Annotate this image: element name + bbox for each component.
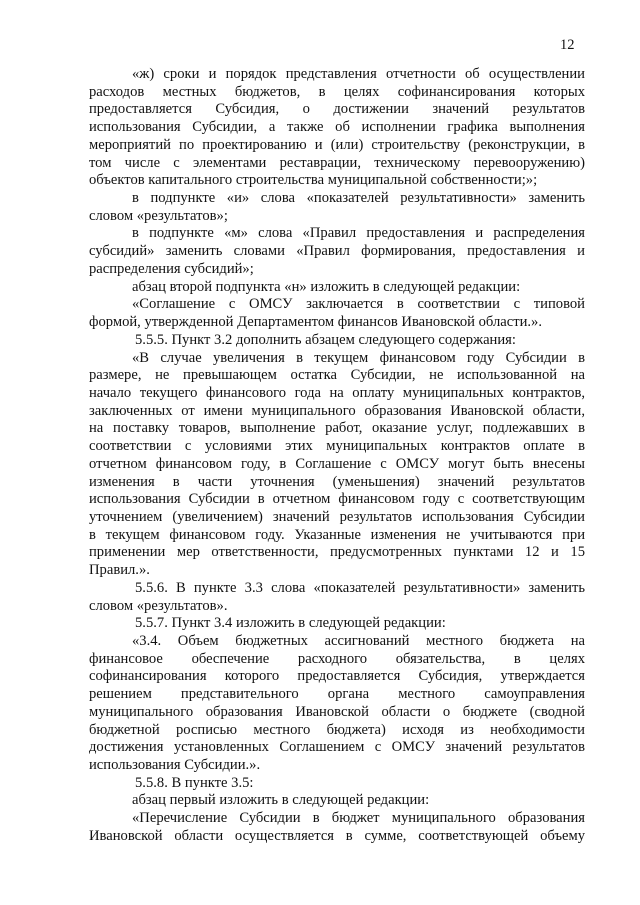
- text-line: отчетном финансовом году, в Соглашение с ОМСУ могут быть внесены: [89, 455, 585, 472]
- text-line: абзац второй подпункта «н» изложить в следующей редакции:: [132, 278, 521, 295]
- text-line: муниципального образования Ивановской области о бюджете (сводной: [89, 703, 585, 720]
- page-number: 12: [560, 37, 575, 53]
- text-line: использования Субсидии.».: [89, 757, 261, 774]
- text-line: софинансирования которого предоставляется Субсидия, утверждается: [89, 668, 585, 685]
- text-line: «Соглашение с ОМСУ заключается в соответствии с типовой: [132, 296, 585, 313]
- text-line: «Перечисление Субсидии в бюджет муниципального образования: [132, 810, 585, 827]
- text-line: Правил.».: [89, 562, 150, 579]
- text-line: уточнением (увеличением) значений результатов использования Субсидии: [89, 508, 585, 525]
- text-line: предоставляется Субсидия, о достижении значений результатов: [89, 101, 585, 118]
- text-line: финансовое обеспечение расходного обязательства, в целях: [89, 650, 585, 667]
- text-line: решением представительного органа местного самоуправления: [89, 686, 585, 703]
- text-line: в текущем финансовом году. Указанные изменения не учитываются при: [89, 526, 585, 543]
- text-line: 5.5.7. Пункт 3.4 изложить в следующей редакции:: [135, 615, 446, 632]
- text-line: в подпункте «и» слова «показателей результативности» заменить: [132, 190, 585, 207]
- text-line: словом «результатов».: [89, 597, 228, 614]
- text-line: формой, утвержденной Департаментом финансов Ивановской области.».: [89, 314, 542, 331]
- text-line: субсидий» заменить словами «Правил формирования, предоставления и: [89, 243, 585, 260]
- text-line: мероприятий по проектированию и (или) строительству (реконструкции, в: [89, 136, 585, 153]
- text-line: Ивановской области осуществляется в сумме, соответствующей объему: [89, 827, 585, 844]
- text-line: начало текущего финансового года на оплату муниципальных контрактов,: [89, 384, 585, 401]
- text-line: «В случае увеличения в текущем финансовом году Субсидии в: [132, 349, 585, 366]
- text-line: том числе с элементами реставрации, техническому перевооружению): [89, 154, 585, 171]
- text-line: заключенных от имени муниципального образования Ивановской области,: [89, 402, 585, 419]
- text-line: объектов капитального строительства муниципальной собственности;»;: [89, 172, 538, 189]
- text-line: «3.4. Объем бюджетных ассигнований местного бюджета на: [132, 633, 585, 649]
- text-line: «ж) сроки и порядок представления отчетности об осуществлении: [132, 66, 585, 82]
- text-line: на поставку товаров, выполнение работ, оказание услуг, подлежавших в: [89, 420, 585, 437]
- text-line: достижения установленных Соглашением с ОМСУ значений результатов: [89, 739, 585, 756]
- document-body: [89, 66, 585, 846]
- text-line: 5.5.6. В пункте 3.3 слова «показателей результативности» заменить: [135, 579, 585, 596]
- text-line: в подпункте «м» слова «Правил предоставления и распределения: [132, 225, 585, 242]
- text-line: использования Субсидии, а также об исполнении графика выполнения: [89, 119, 585, 136]
- text-line: соответствии с условиями этих муниципальных контрактов оплате в: [89, 438, 585, 455]
- text-line: 5.5.5. Пункт 3.2 дополнить абзацем следующего содержания:: [135, 331, 516, 348]
- text-line: размере, не превышающем остатка Субсидии, не использованной на: [89, 367, 585, 384]
- text-line: расходов местных бюджетов, в целях софинансирования которых: [89, 83, 585, 100]
- text-line: распределения субсидий»;: [89, 260, 254, 277]
- text-line: абзац первый изложить в следующей редакции:: [132, 792, 430, 809]
- text-line: применении мер ответственности, предусмотренных пунктами 12 и 15: [89, 544, 585, 561]
- text-line: использования Субсидии в отчетном финансовом году с соответствующим: [89, 491, 585, 508]
- text-line: 5.5.8. В пункте 3.5:: [135, 774, 254, 791]
- text-line: изменения в части уточнения (уменьшения) значений результатов: [89, 473, 585, 490]
- text-line: бюджетной росписью местного бюджета) исходя из необходимости: [89, 721, 585, 738]
- text-line: словом «результатов»;: [89, 207, 228, 224]
